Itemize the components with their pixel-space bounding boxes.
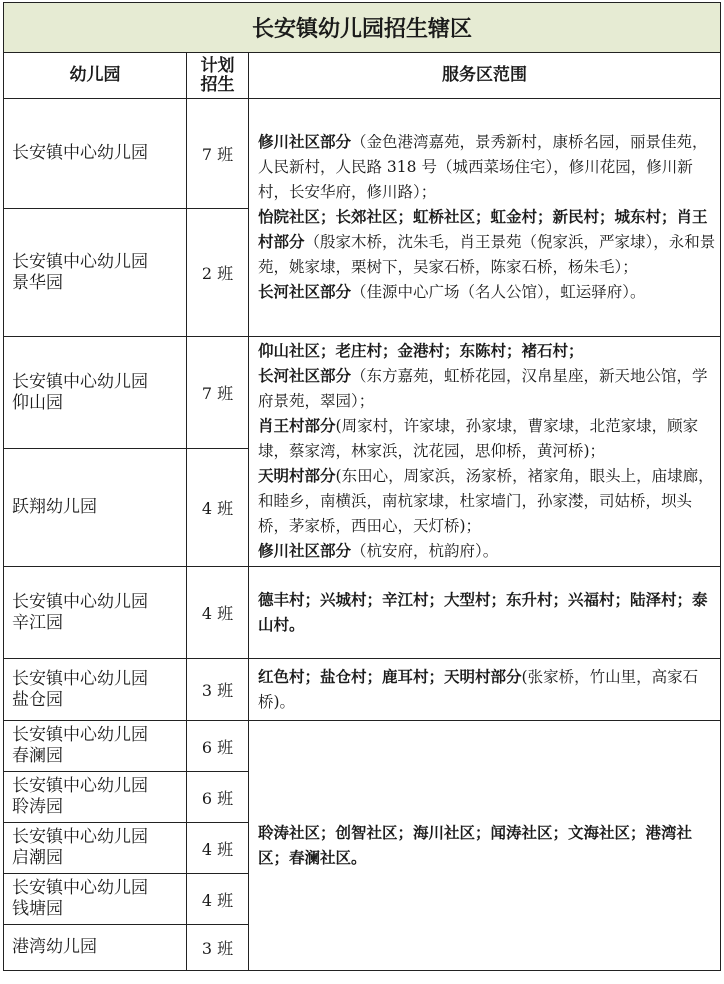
- area-bold-text: 聆涛社区；创智社区；海川社区；闻涛社区；文海社区；港湾社区；春澜社区。: [258, 823, 693, 867]
- area-bold-text: 长河社区部分: [258, 283, 352, 301]
- header-kindergarten: 幼儿园: [4, 53, 187, 99]
- enrollment-zone-table: [3, 2, 721, 971]
- plan-classes: 6 班: [187, 772, 249, 823]
- plan-classes: 4 班: [187, 567, 249, 659]
- kindergarten-name-line1: 长安镇中心幼儿园: [12, 668, 148, 689]
- plan-classes: 3 班: [187, 659, 249, 721]
- kindergarten-name: [4, 925, 187, 971]
- plan-classes: 2 班: [187, 209, 249, 337]
- kindergarten-name-line2: 仰山园: [12, 392, 63, 413]
- area-paragraph: [258, 464, 716, 539]
- kindergarten-name-line1: 长安镇中心幼儿园: [12, 143, 148, 163]
- area-text: (张家桥，竹山里，高家石桥)。: [258, 667, 699, 711]
- area-text: （杭安府，杭韵府）。: [351, 542, 499, 560]
- kindergarten-name-line2: 景华园: [12, 272, 63, 293]
- plan-classes: 4 班: [187, 874, 249, 925]
- area-bold-text: 修川社区部分: [258, 542, 352, 560]
- kindergarten-name: [4, 209, 187, 337]
- service-area: [249, 99, 721, 337]
- area-bold-text: 天明村部分: [258, 467, 336, 485]
- kindergarten-name-line1: 长安镇中心幼儿园: [12, 725, 148, 745]
- kindergarten-name: [4, 772, 187, 823]
- kindergarten-name-line1: 跃翔幼儿园: [12, 497, 97, 517]
- table-row: [4, 99, 721, 209]
- kindergarten-name: [4, 567, 187, 659]
- header-plan-line2: 招生: [200, 74, 235, 95]
- header-row: [4, 53, 721, 99]
- table-title: 长安镇幼儿园招生辖区: [4, 3, 721, 53]
- area-text: （佳源中心广场（名人公馆），虹运驿府）。: [351, 283, 646, 301]
- area-text: (东田心，周家浜，汤家桥，褚家角，眼头上，庙埭廊，和睦乡，南横浜，南杭家埭，杜家墙门，孙家漤，司姑桥，坝头桥，茅家桥，西田心，天灯桥)；: [258, 467, 714, 535]
- kindergarten-name-line2: 启潮园: [12, 848, 63, 868]
- area-text: （东方嘉苑，虹桥花园，汉帛星座，新天地公馆，学府景苑，翠园）；: [258, 367, 708, 410]
- table-row: [4, 567, 721, 659]
- area-paragraph: [258, 130, 716, 205]
- area-bold-text: 修川社区部分: [258, 133, 352, 151]
- plan-classes: 7 班: [187, 337, 249, 449]
- kindergarten-name: [4, 449, 187, 567]
- service-area: [249, 659, 721, 721]
- area-paragraph: [258, 339, 716, 364]
- kindergarten-name: [4, 99, 187, 209]
- area-text: (周家村，许家埭，孙家埭，曹家埭，北范家埭，顾家埭，蔡家湾，林家浜，沈花园，思仰桥，黄河桥)；: [258, 417, 699, 460]
- kindergarten-name: [4, 721, 187, 772]
- area-paragraph: [258, 539, 716, 564]
- kindergarten-name-line1: 长安镇中心幼儿园: [12, 878, 148, 898]
- header-area: 服务区范围: [249, 53, 721, 99]
- area-paragraph: [258, 205, 716, 280]
- plan-classes: 3 班: [187, 925, 249, 971]
- kindergarten-name-line2: 聆涛园: [12, 797, 63, 817]
- area-text: （殷家木桥，沈朱毛，肖王景苑（倪家浜，严家埭），永和景苑，姚家埭，栗树下，吴家石桥，陈家石桥，杨朱毛）；: [258, 233, 716, 276]
- area-bold-text: 德丰村；兴城村；辛江村；大型村；东升村；兴福村；陆泽村；泰山村。: [258, 590, 708, 634]
- header-plan-line1: 计划: [200, 55, 235, 76]
- area-paragraph: [258, 821, 716, 871]
- kindergarten-name-line1: 长安镇中心幼儿园: [12, 371, 148, 392]
- plan-classes: 4 班: [187, 823, 249, 874]
- kindergarten-name-line2: 辛江园: [12, 612, 63, 633]
- service-area: [249, 721, 721, 971]
- kindergarten-name-line2: 盐仓园: [12, 689, 63, 710]
- area-paragraph: [258, 414, 716, 464]
- kindergarten-name-line1: 长安镇中心幼儿园: [12, 251, 148, 272]
- area-paragraph: [258, 665, 716, 715]
- service-area: [249, 337, 721, 567]
- kindergarten-name: [4, 823, 187, 874]
- area-bold-text: 怡院社区；长郊社区；虹桥社区；虹金村；新民村；城东村；肖王村部分: [258, 208, 708, 251]
- kindergarten-name-line2: 春澜园: [12, 746, 63, 766]
- kindergarten-name-line2: 钱塘园: [12, 899, 63, 919]
- table-row: [4, 659, 721, 721]
- plan-classes: 7 班: [187, 99, 249, 209]
- area-paragraph: [258, 364, 716, 414]
- kindergarten-name-line1: 长安镇中心幼儿园: [12, 827, 148, 847]
- area-bold-text: 仰山社区；老庄村；金港村；东陈村；褚石村；: [258, 342, 584, 360]
- area-bold-text: 红色村；盐仓村；鹿耳村；天明村部分: [258, 667, 522, 686]
- table-row: [4, 337, 721, 449]
- service-area: [249, 567, 721, 659]
- kindergarten-name-line1: 长安镇中心幼儿园: [12, 591, 148, 612]
- area-bold-text: 长河社区部分: [258, 367, 352, 385]
- kindergarten-name: [4, 874, 187, 925]
- header-plan: [187, 53, 249, 99]
- area-paragraph: [258, 280, 716, 305]
- kindergarten-name: [4, 337, 187, 449]
- table-row: [4, 721, 721, 772]
- kindergarten-name: [4, 659, 187, 721]
- kindergarten-name-line1: 港湾幼儿园: [12, 937, 97, 957]
- plan-classes: 4 班: [187, 449, 249, 567]
- area-text: （金色港湾嘉苑，景秀新村，康桥名园，丽景佳苑，人民新村，人民路 318 号（城西菜场住宅），修川花园，修川新村，长安华府，修川路）；: [258, 133, 708, 201]
- plan-classes: 6 班: [187, 721, 249, 772]
- kindergarten-name-line1: 长安镇中心幼儿园: [12, 776, 148, 796]
- area-paragraph: [258, 588, 716, 638]
- area-bold-text: 肖王村部分: [258, 417, 336, 435]
